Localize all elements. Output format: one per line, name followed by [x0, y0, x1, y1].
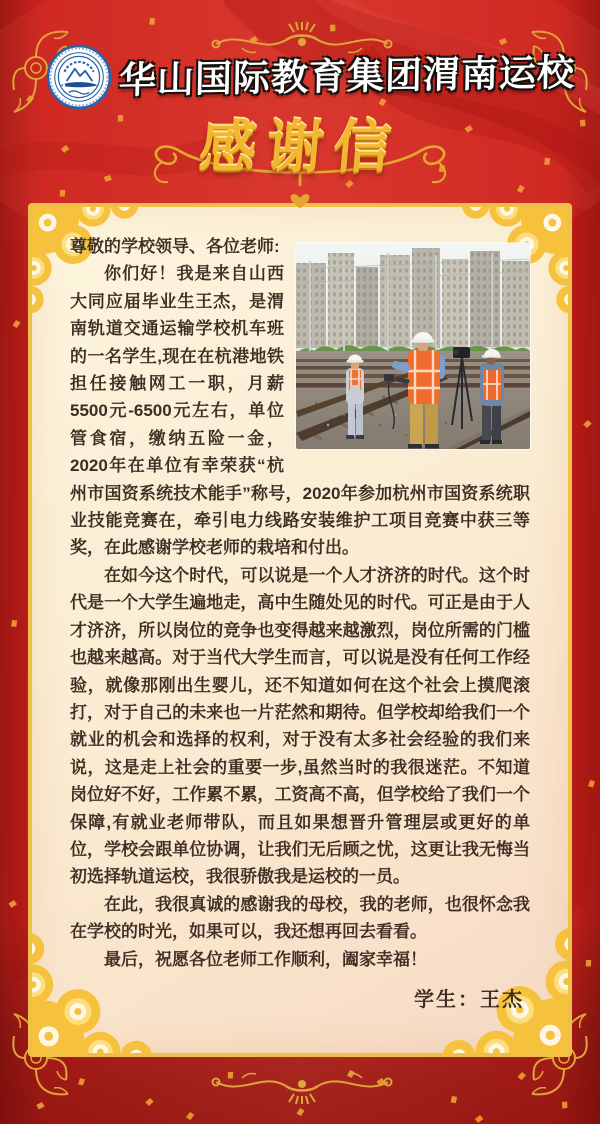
- letter-photo: [296, 243, 530, 449]
- signature: 学生：王杰: [414, 988, 524, 1011]
- school-logo-icon: [46, 44, 112, 110]
- paragraph-1: 你们好！我是来自山西大同应届毕业生王杰，是渭南轨道交通运输学校机车班的一名学生,现在在杭港地铁担任接触网工一职，月薪5500元-6500元左右，单位管食宿，缴纳五险一金，2020年在单位有幸荣获“杭州市国资系统技术能手”称号，2020年参加杭州市国资系统职业技能竞赛在，牵引电力线路安装维护工项目竞赛中获三等奖，在此感谢学校老师的栽培和付出。: [70, 264, 530, 558]
- school-name-title: 华山国际教育集团渭南运校: [118, 52, 576, 101]
- banner: [0, 102, 600, 184]
- paragraph-3: 在此，我很真诚的感谢我的母校，我的老师，也很怀念我在学校的时光，如果可以，我还想再回去看看。: [70, 894, 530, 942]
- banner-title: 感谢信: [196, 116, 403, 180]
- letter-body: [70, 233, 530, 1014]
- salutation: 尊敬的学校领导、各位老师:: [70, 237, 280, 256]
- letter-paper: [28, 203, 572, 1057]
- paragraph-4: 最后，祝愿各位老师工作顺利，阖家幸福！: [104, 949, 427, 969]
- paragraph-2: 在如今这个时代，可以说是一个人才济济的时代。这个时代是一个大学生遍地走，高中生随处见的时代。可正是由于人才济济，所以岗位的竞争也变得越来越激烈，岗位所需的门槛也越来越高。对于当代大学生而言，可以说是没有任何工作经验，就像那刚出生婴儿，还不知道如何在这个社会上摸爬滚打，对于自己的未来也一片茫然和期待。但学校却给我们一个就业的机会和选择的权利，对于没有太多社会经验的我们来说，这是走上社会的重要一步,虽然当时的我很迷茫。不知道岗位好不好，工作累不累，工资高不高，但学校给了我们一个保障,有就业老师带队，而且如果想晋升管理层或更好的单位，学校会跟单位协调，让我们无后顾之忧，这更让我无悔当初选择轨道运校，我很骄傲我是运校的一员。: [70, 565, 530, 887]
